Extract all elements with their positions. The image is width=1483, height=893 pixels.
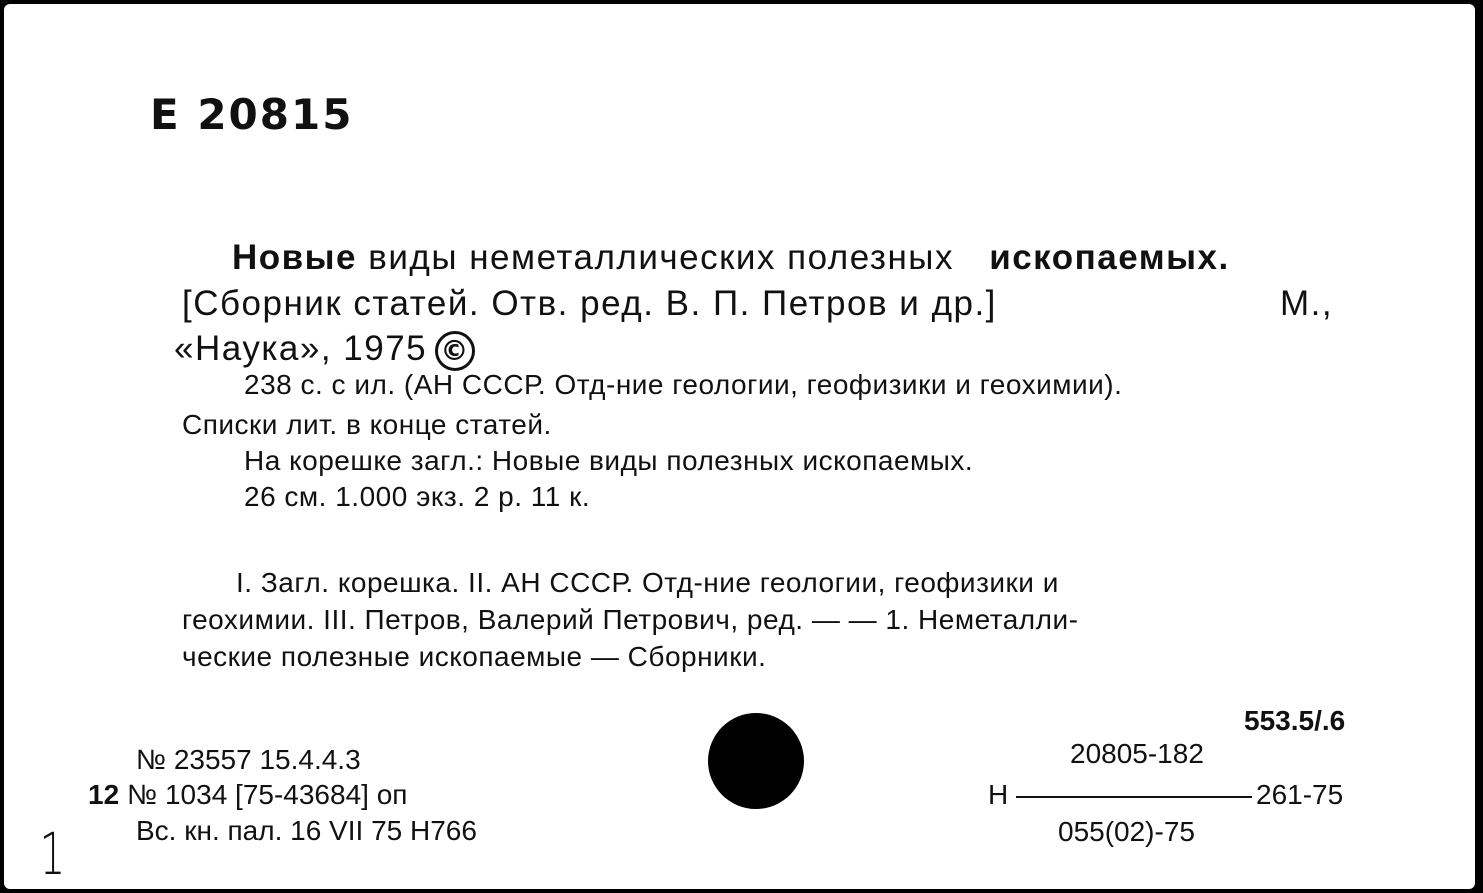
description-line-1: 238 с. с ил. (АН СССР. Отд-ние геологии, геофизики и геохимии).: [244, 369, 1123, 400]
description-line-3: На корешке загл.: Новые виды полезных ископаемых.: [244, 445, 974, 476]
title-line-1: [232, 238, 1230, 278]
footer-line-3: Вс. кн. пал. 16 VII 75 H766: [136, 815, 477, 846]
title-line-2: [182, 284, 1334, 324]
udc-code: 553.5/.6: [1244, 705, 1346, 736]
classification-denominator: 055(02)-75: [1058, 816, 1195, 847]
classification-numerator: 20805-182: [1070, 738, 1204, 769]
title-line-1-text: виды неметаллических полезных: [368, 238, 954, 277]
publisher-city: М.,: [1280, 284, 1334, 323]
description-line-4: 26 см. 1.000 экз. 2 р. 11 к.: [244, 481, 591, 512]
catalog-card: [4, 4, 1475, 889]
title-line-3: [174, 329, 475, 371]
punch-hole-dot: [708, 713, 804, 809]
title-bold-word: Новые: [232, 238, 358, 277]
footer-line-2: [88, 779, 407, 811]
notes-line-1: I. Загл. корешка. II. АН СССР. Отд-ние геологии, геофизики и: [236, 567, 1059, 598]
fraction-line: [1016, 796, 1252, 798]
classification-right: 261-75: [1256, 779, 1344, 810]
card-code: E 20815: [150, 90, 354, 139]
classification-prefix: H: [988, 779, 1009, 810]
notes-line-3: ческие полезные ископаемые — Сборники.: [182, 641, 767, 672]
footer-line-2-bold: 12: [88, 779, 120, 810]
publisher-year: «Наука», 1975: [174, 329, 428, 368]
footer-line-2-text: № 1034 [75-43684] оп: [127, 779, 408, 810]
description-line-2: Списки лит. в конце статей.: [182, 409, 552, 440]
copyright-icon: ©: [435, 331, 475, 371]
title-line-1-tail: ископаемых.: [989, 238, 1230, 277]
handwritten-mark: 1: [39, 820, 66, 888]
title-line-2-text: [Сборник статей. Отв. ред. В. П. Петров и др.]: [182, 284, 997, 323]
footer-line-1: № 23557 15.4.4.3: [136, 744, 361, 775]
notes-line-2: геохимии. III. Петров, Валерий Петрович, ред. — — 1. Неметалли-: [182, 604, 1079, 635]
